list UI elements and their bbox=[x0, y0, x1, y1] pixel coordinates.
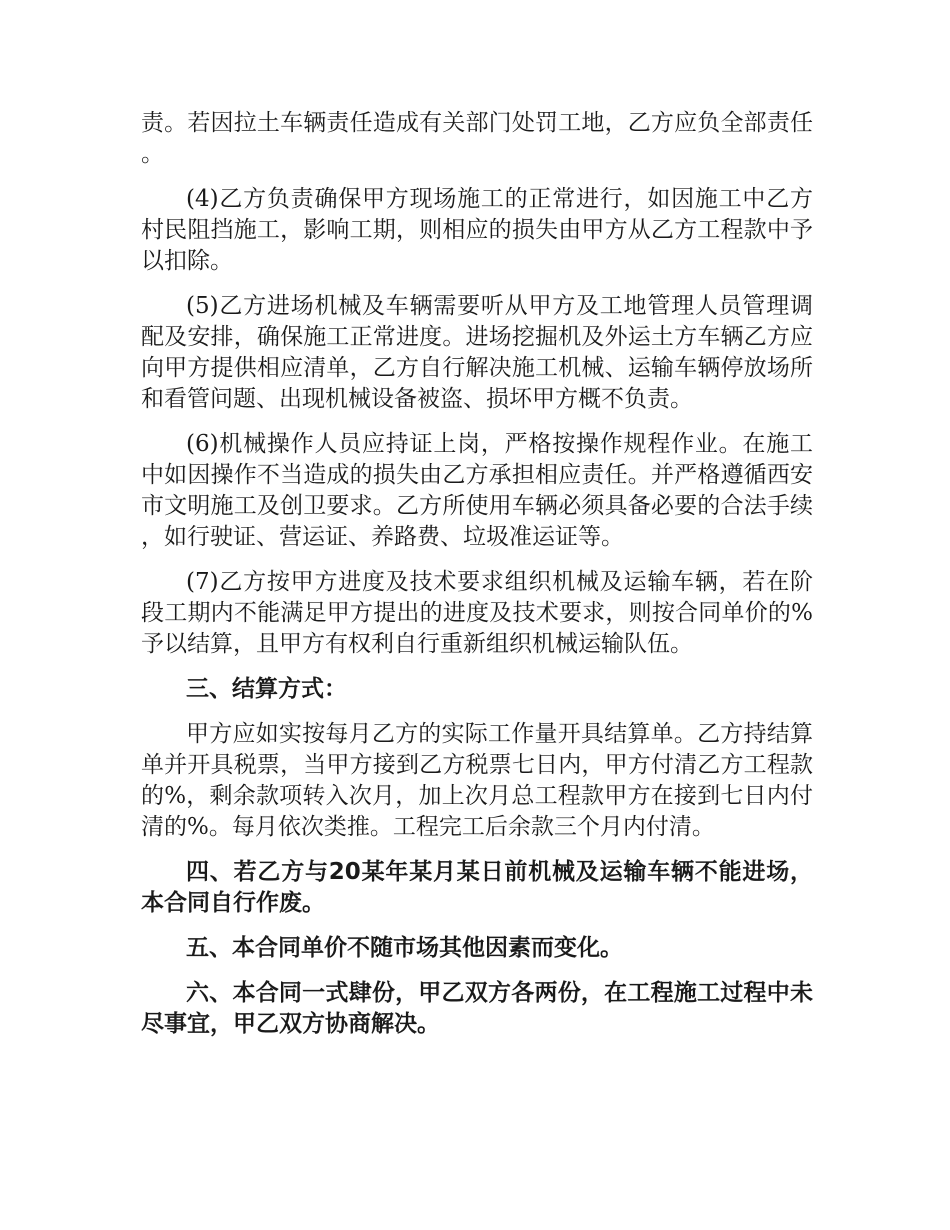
section-four: 四、若乙方与20某年某月某日前机械及运输车辆不能进场，本合同自行作废。 bbox=[141, 859, 813, 916]
clause-5: (5)乙方进场机械及车辆需要听从甲方及工地管理人员管理调配及安排，确保施工正常进度。进场挖掘机及外运土方车辆乙方应向甲方提供相应清单，乙方自行解决施工机械、运输车辆停放场所和看管问题、出现机械设备被盗、损坏甲方概不负责。 bbox=[141, 293, 813, 412]
clause-6: (6)机械操作人员应持证上岗，严格按操作规程作业。在施工中如因操作不当造成的损失由乙方承担相应责任。并严格遵循西安市文明施工及创卫要求。乙方所使用车辆必须具备必要的合法手续，如行驶证、营运证、养路费、垃圾准运证等。 bbox=[141, 431, 813, 550]
settlement-paragraph: 甲方应如实按每月乙方的实际工作量开具结算单。乙方持结算单并开具税票，当甲方接到乙方税票七日内，甲方付清乙方工程款的%，剩余款项转入次月，加上次月总工程款甲方在接到七日内付清的%。每月依次类推。工程完工后余款三个月内付清。 bbox=[141, 721, 813, 840]
section-six: 六、本合同一式肆份，甲乙双方各两份，在工程施工过程中未尽事宜，甲乙双方协商解决。 bbox=[141, 980, 813, 1037]
section-five: 五、本合同单价不随市场其他因素而变化。 bbox=[186, 935, 623, 961]
clause-7: (7)乙方按甲方进度及技术要求组织机械及运输车辆，若在阶段工期内不能满足甲方提出的进度及技术要求，则按合同单价的%予以结算，且甲方有权利自行重新组织机械运输队伍。 bbox=[141, 569, 813, 657]
document-page bbox=[141, 108, 813, 1054]
paragraph-continuation: 责。若因拉土车辆责任造成有关部门处罚工地，乙方应负全部责任。 bbox=[141, 110, 813, 167]
clause-4: (4)乙方负责确保甲方现场施工的正常进行，如因施工中乙方村民阻挡施工，影响工期，则相应的损失由甲方从乙方工程款中予以扣除。 bbox=[141, 186, 813, 274]
section-heading-settlement: 三、结算方式： bbox=[186, 676, 347, 702]
